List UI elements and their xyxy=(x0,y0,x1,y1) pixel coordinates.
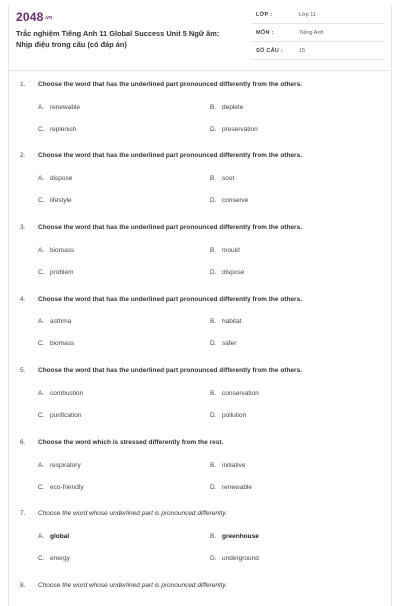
option-text: biomass xyxy=(50,340,75,347)
option-letter: A. xyxy=(38,533,45,540)
option-letter: D. xyxy=(210,197,217,204)
option-text: soot xyxy=(222,175,235,182)
option-letter: C. xyxy=(38,197,45,204)
option-b[interactable] xyxy=(210,533,259,540)
option-a[interactable] xyxy=(38,533,69,540)
option-b[interactable] xyxy=(210,175,234,182)
option-b[interactable] xyxy=(210,462,245,469)
meta-value: Tiếng Anh xyxy=(299,30,324,36)
question-text: Choose the word whose underlined part is pronounced differently. xyxy=(38,582,227,589)
meta-row-class xyxy=(252,8,384,24)
option-letter: D. xyxy=(210,269,217,276)
option-b[interactable] xyxy=(210,247,240,254)
option-letter: B. xyxy=(210,462,217,469)
question-text: Choose the word whose underlined part is pronounced differently. xyxy=(38,510,227,517)
question-text: Choose the word that has the underlined part pronounced differently from the others. xyxy=(38,367,302,374)
option-a[interactable] xyxy=(38,390,83,397)
option-letter: C. xyxy=(38,269,45,276)
option-text: respiratory xyxy=(50,462,81,469)
meta-key: SỐ CÂU : xyxy=(256,48,284,54)
question-text: Choose the word that has the underlined part pronounced differently from the others. xyxy=(38,296,302,303)
option-text: preservation xyxy=(222,126,258,133)
option-a[interactable] xyxy=(38,462,81,469)
question-number: 1. xyxy=(20,81,26,88)
option-a[interactable] xyxy=(38,175,72,182)
option-b[interactable] xyxy=(210,390,259,397)
option-d[interactable] xyxy=(210,197,248,204)
option-d[interactable] xyxy=(210,412,246,419)
option-c[interactable] xyxy=(38,484,84,491)
option-text: replenish xyxy=(50,126,77,133)
option-text: conserve xyxy=(222,197,249,204)
option-text: greenhouse xyxy=(222,533,259,540)
option-letter: A. xyxy=(38,318,45,325)
option-c[interactable] xyxy=(38,412,81,419)
option-c[interactable] xyxy=(38,197,72,204)
option-letter: B. xyxy=(210,533,217,540)
option-c[interactable] xyxy=(38,340,74,347)
option-text: pollution xyxy=(222,412,247,419)
option-text: problem xyxy=(50,269,74,276)
option-letter: D. xyxy=(210,126,217,133)
option-letter: D. xyxy=(210,340,217,347)
meta-row-count xyxy=(252,44,384,60)
option-c[interactable] xyxy=(38,555,70,562)
option-text: initiative xyxy=(222,462,246,469)
option-text: habitat xyxy=(222,318,242,325)
site-logo[interactable]: $2048^{.vn}$ xyxy=(16,10,53,24)
option-text: biomass xyxy=(50,247,75,254)
header-divider xyxy=(8,70,390,71)
question-text: Choose the word which is stressed differently from the rest. xyxy=(38,439,224,446)
option-text: underground xyxy=(222,555,259,562)
meta-panel xyxy=(252,8,384,62)
option-letter: C. xyxy=(38,484,45,491)
option-d[interactable] xyxy=(210,340,236,347)
option-letter: A. xyxy=(38,390,45,397)
option-text: lifestyle xyxy=(50,197,72,204)
option-text: purification xyxy=(50,412,82,419)
option-text: safer xyxy=(222,340,237,347)
question-text: Choose the word that has the underlined part pronounced differently from the others. xyxy=(38,224,302,231)
meta-key: MÔN : xyxy=(256,30,274,36)
meta-row-subject xyxy=(252,26,384,42)
option-letter: D. xyxy=(210,555,217,562)
option-c[interactable] xyxy=(38,126,76,133)
option-letter: B. xyxy=(210,390,217,397)
option-text: energy xyxy=(50,555,70,562)
option-d[interactable] xyxy=(210,555,259,562)
question-text: Choose the word that has the underlined part pronounced differently from the others. xyxy=(38,152,302,159)
option-text: renewable xyxy=(222,484,252,491)
option-letter: B. xyxy=(210,318,217,325)
option-letter: B. xyxy=(210,247,217,254)
option-text: combustion xyxy=(50,390,84,397)
option-letter: B. xyxy=(210,104,217,111)
question-number: 8. xyxy=(20,582,26,589)
question-number: 3. xyxy=(20,224,26,231)
option-text: renewable xyxy=(50,104,80,111)
option-a[interactable] xyxy=(38,104,80,111)
option-a[interactable] xyxy=(38,318,71,325)
option-b[interactable] xyxy=(210,318,242,325)
meta-value: 15 xyxy=(299,48,306,54)
option-d[interactable] xyxy=(210,484,252,491)
option-text: global xyxy=(50,533,70,540)
option-text: asthma xyxy=(50,318,72,325)
option-letter: A. xyxy=(38,247,45,254)
page-title: Trắc nghiệm Tiếng Anh 11 Global Success Unit 5 Ngữ âm: Nhịp điệu trong câu (có đáp án) xyxy=(16,29,220,49)
question-number: 5. xyxy=(20,367,26,374)
question-text: Choose the word that has the underlined part pronounced differently from the others. xyxy=(38,81,302,88)
option-b[interactable] xyxy=(210,104,243,111)
question-number: 4. xyxy=(20,296,26,303)
question-number: 2. xyxy=(20,152,26,159)
option-text: deplete xyxy=(222,104,244,111)
option-text: conservation xyxy=(222,390,259,397)
option-letter: A. xyxy=(38,104,45,111)
option-letter: D. xyxy=(210,484,217,491)
option-letter: C. xyxy=(38,340,45,347)
meta-key: LỚP : xyxy=(256,12,273,18)
option-letter: C. xyxy=(38,126,45,133)
option-letter: A. xyxy=(38,175,45,182)
header xyxy=(16,8,380,68)
option-text: eco-friendly xyxy=(50,484,84,491)
option-text: dispose xyxy=(50,175,73,182)
option-c[interactable] xyxy=(38,269,73,276)
option-a[interactable] xyxy=(38,247,74,254)
option-text: dispose xyxy=(222,269,245,276)
option-d[interactable] xyxy=(210,269,244,276)
option-letter: A. xyxy=(38,462,45,469)
option-letter: C. xyxy=(38,555,45,562)
question-number: 7. xyxy=(20,510,26,517)
option-text: mould xyxy=(222,247,240,254)
meta-value: Lớp 11 xyxy=(299,12,316,18)
option-letter: B. xyxy=(210,175,217,182)
option-letter: D. xyxy=(210,412,217,419)
question-number: 6. xyxy=(20,439,26,446)
option-letter: C. xyxy=(38,412,45,419)
option-d[interactable] xyxy=(210,126,258,133)
